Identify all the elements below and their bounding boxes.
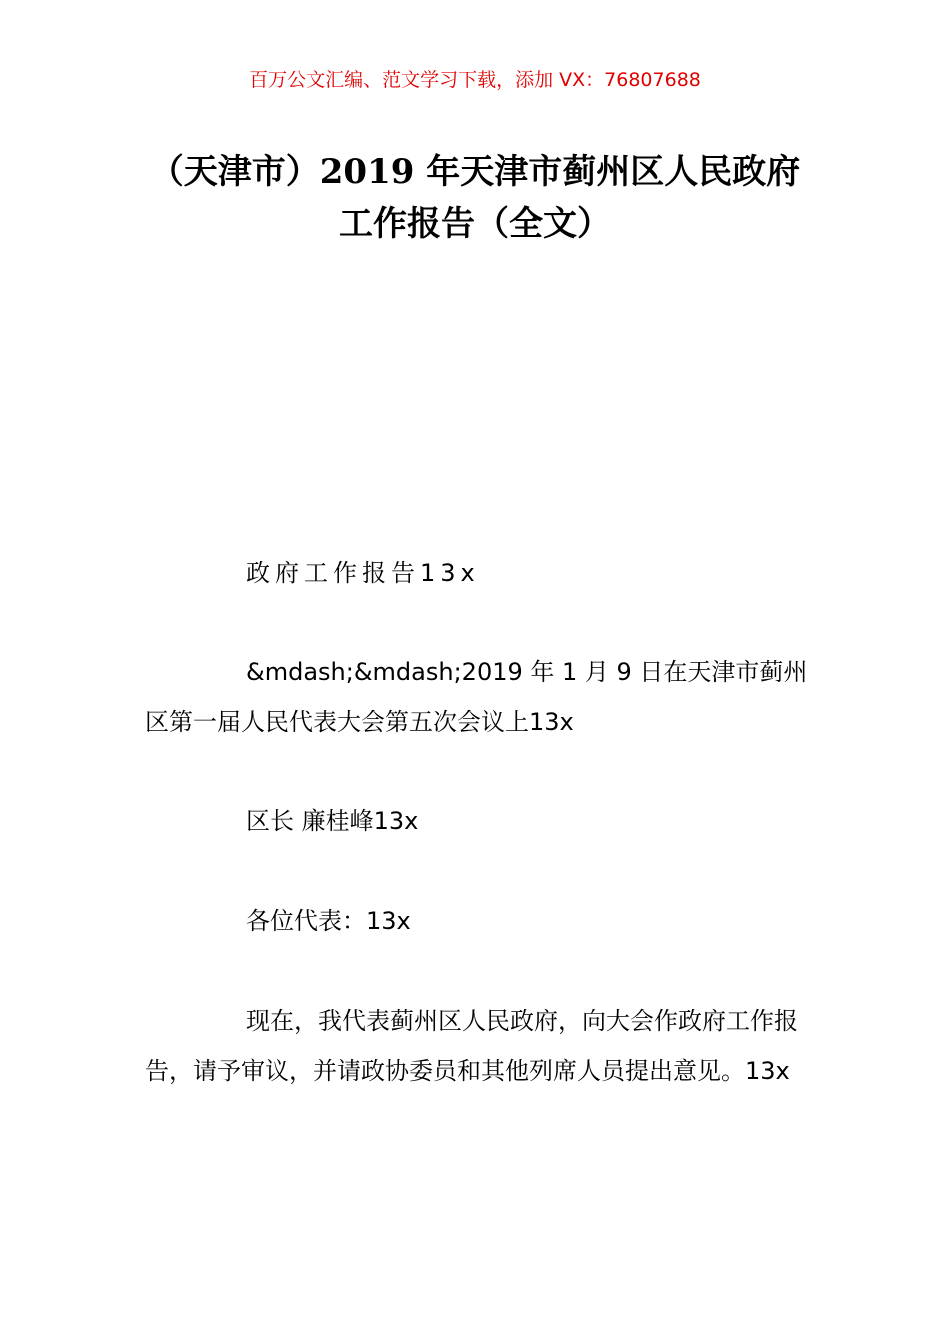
- document-title-line-1: （天津市）2019 年天津市蓟州区人民政府: [149, 152, 801, 192]
- header-promo-note: 百万公文汇编、范文学习下载，添加 VX：76807688: [249, 69, 701, 91]
- report-heading-paragraph: 政府工作报告13x: [246, 559, 480, 587]
- salutation-paragraph: 各位代表：13x: [246, 907, 411, 935]
- document-title-line-2: 工作报告（全文）: [339, 204, 611, 244]
- opening-paragraph: 现在，我代表蓟州区人民政府，向大会作政府工作报告，请予审议，并请政协委员和其他列席人员提出意见。13x: [145, 1007, 798, 1085]
- speaker-paragraph: 区长 廉桂峰13x: [246, 807, 419, 835]
- meeting-info-paragraph: &mdash;&mdash;2019 年 1 月 9 日在天津市蓟州区第一届人民代表大会第五次会议上13x: [145, 658, 808, 736]
- document-title: [120, 146, 830, 250]
